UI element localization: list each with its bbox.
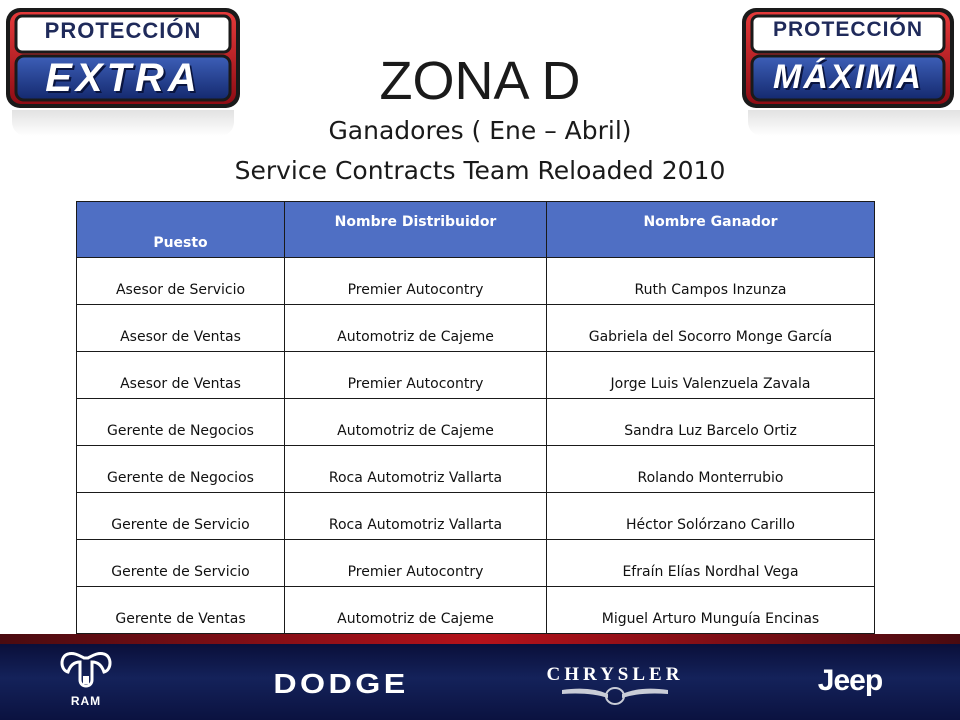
table-header-row bbox=[77, 202, 875, 258]
cell-puesto: Asesor de Ventas bbox=[77, 305, 285, 352]
column-header-label: Nombre Ganador bbox=[643, 214, 778, 230]
brand-ram: RAM bbox=[70, 694, 102, 708]
brand-jeep: Jeep bbox=[817, 664, 883, 697]
cell-distribuidor: Roca Automotriz Vallarta bbox=[285, 446, 547, 493]
winners-table bbox=[76, 201, 875, 681]
column-header-puesto bbox=[77, 202, 285, 258]
cell-distribuidor: Premier Autocontry bbox=[285, 352, 547, 399]
table-row bbox=[77, 446, 875, 493]
cell-puesto: Gerente de Servicio bbox=[77, 493, 285, 540]
brand-dodge: DODGE bbox=[273, 668, 409, 699]
cell-ganador: Gabriela del Socorro Monge García bbox=[547, 305, 875, 352]
column-header-label: Puesto bbox=[153, 235, 208, 251]
page-title: ZONA D bbox=[379, 51, 581, 111]
cell-ganador: Ruth Campos Inzunza bbox=[547, 258, 875, 305]
cell-ganador: Sandra Luz Barcelo Ortiz bbox=[547, 399, 875, 446]
cell-puesto: Gerente de Ventas bbox=[77, 587, 285, 634]
cell-ganador: Efraín Elías Nordhal Vega bbox=[547, 540, 875, 587]
brand-chrysler: CHRYSLER bbox=[546, 664, 684, 685]
table-row bbox=[77, 352, 875, 399]
cell-distribuidor: Automotriz de Cajeme bbox=[285, 305, 547, 352]
badge-top-text: PROTECCIÓN bbox=[44, 18, 202, 43]
cell-ganador: Rolando Monterrubio bbox=[547, 446, 875, 493]
ram-head-icon bbox=[58, 650, 114, 694]
table-row bbox=[77, 399, 875, 446]
cell-puesto: Asesor de Ventas bbox=[77, 352, 285, 399]
cell-puesto: Asesor de Servicio bbox=[77, 258, 285, 305]
cell-distribuidor: Premier Autocontry bbox=[285, 258, 547, 305]
cell-distribuidor: Automotriz de Cajeme bbox=[285, 587, 547, 634]
column-header-label: Nombre Distribuidor bbox=[334, 214, 497, 230]
table-row bbox=[77, 587, 875, 634]
badge-top-text: PROTECCIÓN bbox=[772, 18, 923, 41]
cell-ganador: Miguel Arturo Munguía Encinas bbox=[547, 587, 875, 634]
chrysler-wings-icon bbox=[560, 684, 670, 706]
cell-ganador: Héctor Solórzano Carillo bbox=[547, 493, 875, 540]
cell-distribuidor: Roca Automotriz Vallarta bbox=[285, 493, 547, 540]
badge-main-text: MÁXIMA bbox=[773, 58, 923, 96]
footer-accent-line bbox=[0, 634, 960, 644]
badge-main-text: EXTRA bbox=[45, 56, 201, 100]
cell-puesto: Gerente de Servicio bbox=[77, 540, 285, 587]
page-subtitle: Ganadores ( Ene – Abril) bbox=[328, 116, 632, 145]
table-row bbox=[77, 493, 875, 540]
column-header-ganador bbox=[547, 202, 875, 258]
team-title: Service Contracts Team Reloaded 2010 bbox=[234, 156, 726, 185]
cell-distribuidor: Automotriz de Cajeme bbox=[285, 399, 547, 446]
column-header-distribuidor bbox=[285, 202, 547, 258]
table-row bbox=[77, 305, 875, 352]
table-row bbox=[77, 258, 875, 305]
cell-puesto: Gerente de Negocios bbox=[77, 399, 285, 446]
cell-puesto: Gerente de Negocios bbox=[77, 446, 285, 493]
cell-ganador: Jorge Luis Valenzuela Zavala bbox=[547, 352, 875, 399]
cell-distribuidor: Premier Autocontry bbox=[285, 540, 547, 587]
table-row bbox=[77, 540, 875, 587]
